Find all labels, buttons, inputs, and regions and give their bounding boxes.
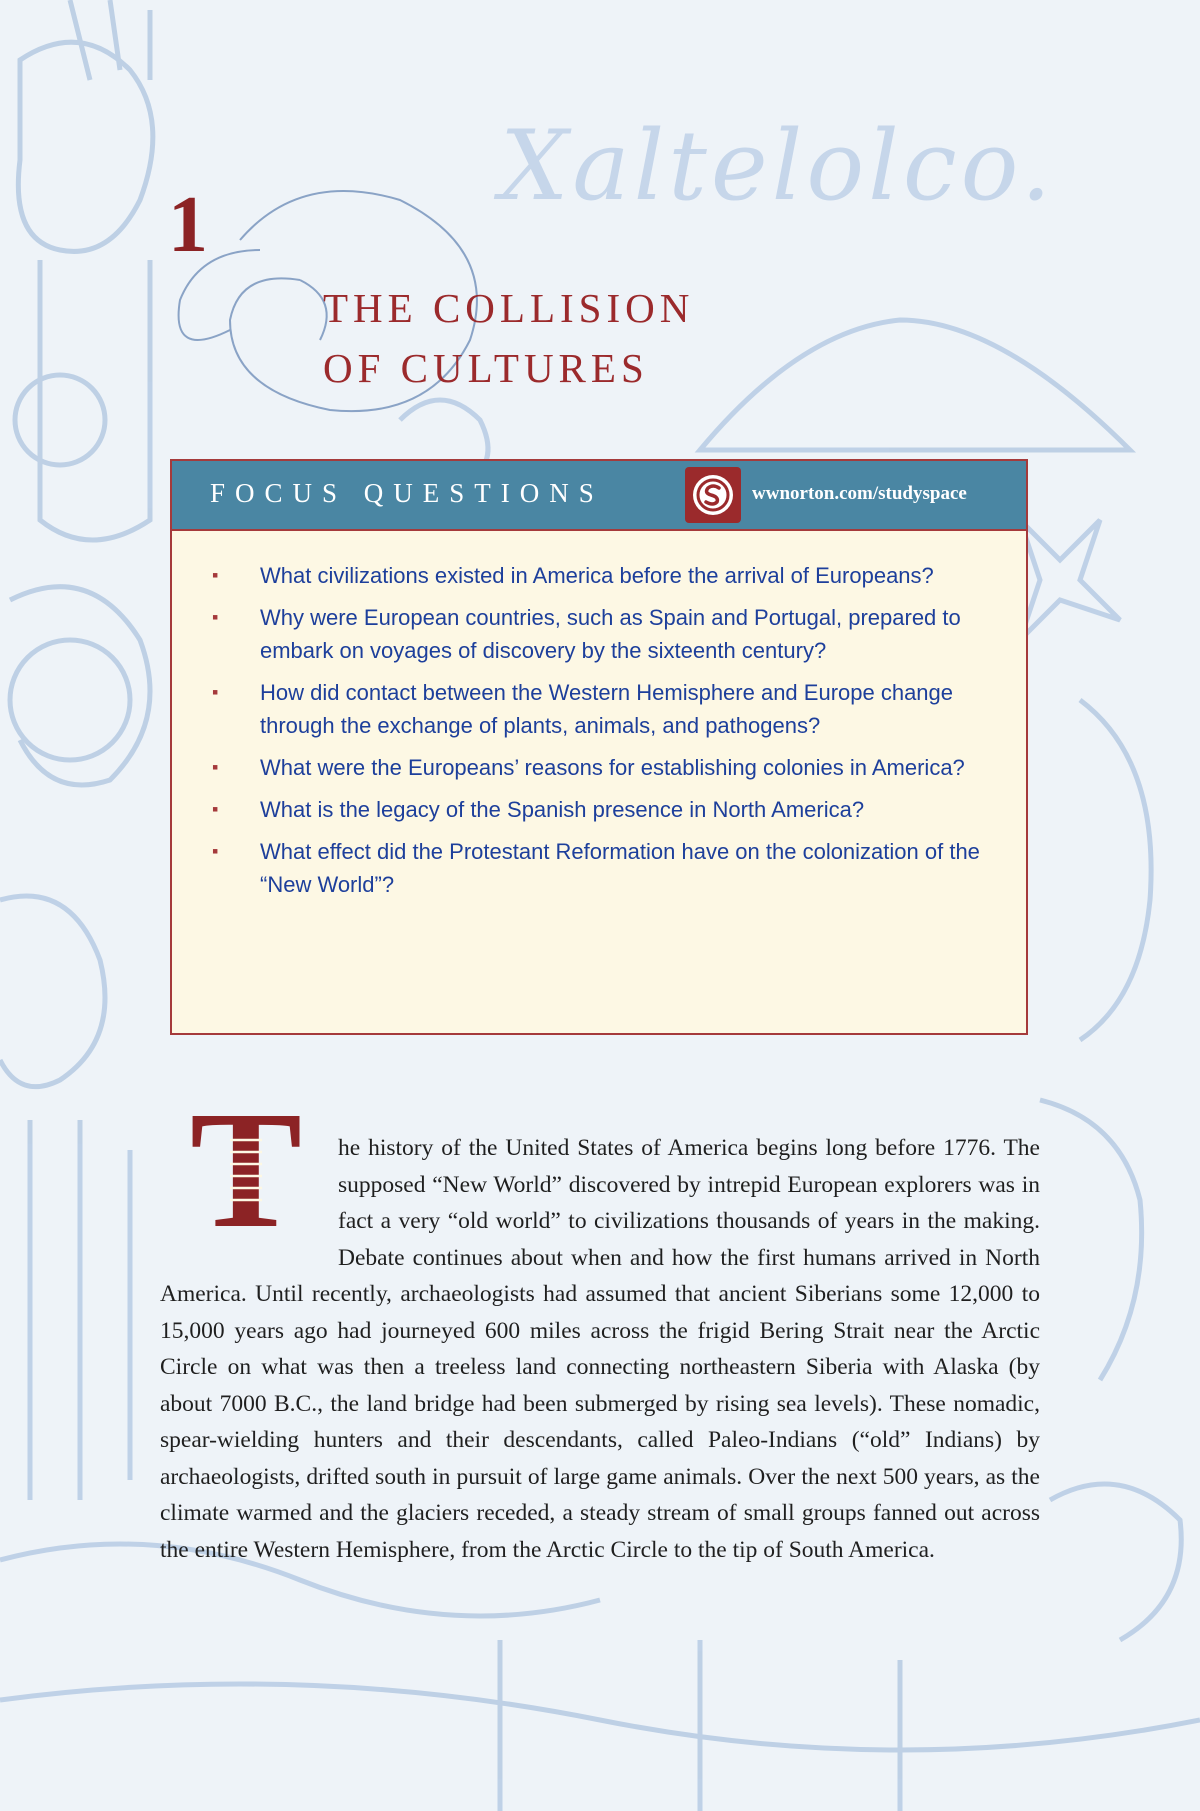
chapter-title-line-2: OF CULTURES: [323, 345, 649, 391]
focus-question: [212, 835, 1002, 901]
focus-questions-box: [170, 459, 1028, 1035]
focus-question-text: What were the Europeans’ reasons for establishing colonies in America?: [260, 755, 965, 780]
focus-question: [212, 793, 1002, 826]
watermark-script-text: Xaltelolco.: [500, 110, 1056, 222]
focus-question: [212, 676, 1002, 742]
paragraph-text: he history of the United States of America begins long before 1776. The supposed “New World” discovered by intrepid European explorers was in fact a very “old world” to civilizations thousands of years in the making. Debate continues about when and how the first humans arrived in North America. Until recently, archaeologists had assumed that ancient Siberians some 12,000 to 15,000 years ago had journeyed 600 miles across the frigid Bering Strait near the Arctic Circle on what was then a treeless land connecting northeastern Siberia with Alaska (by about 7000 B.C., the land bridge had been submerged by rising sea levels). These nomadic, spear-wielding hunters and their descendants, called Paleo-Indians (“old” Indians) by archaeologists, drifted south in pursuit of large game animals. Over the next 500 years, as the climate warmed and the glaciers receded, a steady stream of small groups fanned out across the entire Western Hemisphere, from the Arctic Circle to the tip of South America.: [160, 1135, 1040, 1563]
bullet-icon: ▪: [212, 607, 219, 627]
chapter-title-line-1: THE COLLISION: [323, 285, 695, 331]
studyspace-link[interactable]: wwnorton.com/studyspace: [752, 483, 967, 504]
chapter-opening-paragraph: [160, 1130, 1040, 1568]
drop-cap-glyph: T: [189, 1100, 303, 1236]
focus-question-text: Why were European countries, such as Spain and Portugal, prepared to embark on voyages of discovery by the sixteenth century?: [260, 605, 961, 663]
bullet-icon: ▪: [212, 565, 219, 585]
chapter-title: [323, 278, 694, 398]
bullet-icon: ▪: [212, 682, 219, 702]
focus-questions-header: [172, 461, 1026, 531]
focus-question: [212, 559, 1002, 592]
focus-question-text: How did contact between the Western Hemisphere and Europe change through the exchange of plants, animals, and pathogens?: [260, 680, 954, 738]
focus-questions-list: [212, 559, 1002, 910]
bullet-icon: ▪: [212, 841, 219, 861]
studyspace-icon[interactable]: [685, 467, 741, 523]
focus-question: [212, 751, 1002, 784]
focus-question-text: What effect did the Protestant Reformation have on the colonization of the “New World”?: [260, 839, 980, 897]
chapter-number: 1: [168, 181, 208, 269]
drop-cap-space: [160, 1130, 338, 1240]
focus-question-text: What is the legacy of the Spanish presence in North America?: [260, 797, 865, 822]
focus-question: [212, 601, 1002, 667]
focus-question-text: What civilizations existed in America before the arrival of Europeans?: [260, 563, 934, 588]
bullet-icon: ▪: [212, 799, 219, 819]
bullet-icon: ▪: [212, 757, 219, 777]
focus-questions-heading: FOCUS QUESTIONS: [210, 478, 604, 508]
